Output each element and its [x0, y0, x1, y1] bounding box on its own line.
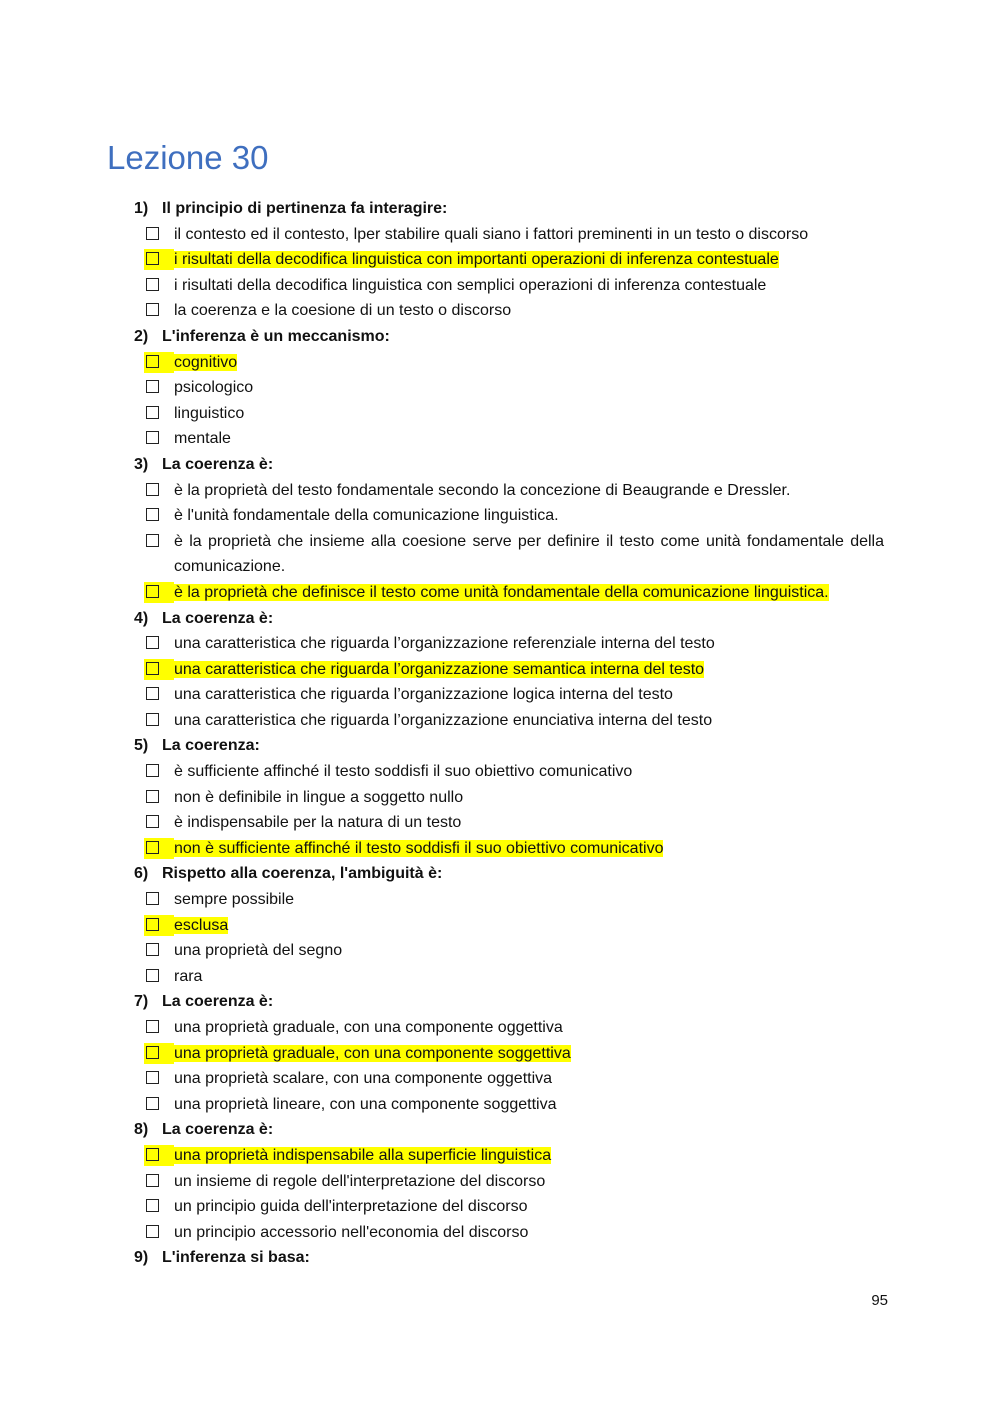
- question-heading: [0, 989, 1000, 1015]
- option-text: una proprietà scalare, con una componente oggettiva: [174, 1070, 553, 1088]
- option-text-block: [144, 1143, 1000, 1169]
- option-text-block: [144, 708, 1000, 734]
- answer-option[interactable]: [0, 887, 1000, 913]
- question-heading: [0, 861, 1000, 887]
- question-heading: [0, 196, 1000, 222]
- question-number: 2): [134, 327, 149, 345]
- option-text-block: [144, 1194, 1000, 1220]
- question: [0, 1117, 1000, 1245]
- option-text-block: [144, 938, 1000, 964]
- option-text: esclusa: [174, 916, 229, 934]
- option-text: i risultati della decodifica linguistica con semplici operazioni di inferenza contestuale: [174, 276, 767, 294]
- answer-option[interactable]: [0, 938, 1000, 964]
- option-text: la coerenza e la coesione di un testo o discorso: [174, 302, 512, 320]
- question-text: La coerenza è:: [162, 993, 274, 1011]
- option-text: è la proprietà che insieme alla coesione serve per definire il testo come unità fondamentale della comunicazione.: [174, 532, 884, 576]
- option-text: una caratteristica che riguarda l’organizzazione semantica interna del testo: [174, 660, 705, 678]
- option-text: psicologico: [174, 379, 254, 397]
- question-text: La coerenza è:: [162, 1121, 274, 1139]
- option-text: una caratteristica che riguarda l’organizzazione logica interna del testo: [174, 686, 673, 704]
- answer-option[interactable]: [0, 273, 1000, 299]
- option-text: una proprietà graduale, con una componente oggettiva: [174, 1019, 563, 1036]
- answer-option[interactable]: [0, 298, 1000, 324]
- option-text-block: [144, 529, 1000, 580]
- answer-option-highlighted[interactable]: [0, 350, 1000, 376]
- answer-option[interactable]: [0, 478, 1000, 504]
- answer-option[interactable]: [0, 759, 1000, 785]
- answer-option-highlighted[interactable]: [0, 580, 1000, 606]
- answer-option[interactable]: [0, 222, 1000, 248]
- question-text: Il principio di pertinenza fa interagire:: [162, 200, 448, 217]
- option-text: è sufficiente affinché il testo soddisfi il suo obiettivo comunicativo: [174, 763, 633, 781]
- option-text: cognitivo: [174, 353, 238, 371]
- option-text: una proprietà del segno: [174, 942, 343, 960]
- option-text: una proprietà indispensabile alla superficie linguistica: [174, 1146, 552, 1164]
- answer-option[interactable]: [0, 529, 1000, 580]
- option-text: sempre possibile: [174, 891, 295, 909]
- question-text: La coerenza è:: [162, 455, 274, 473]
- question: [0, 324, 1000, 452]
- option-text: una caratteristica che riguarda l’organizzazione referenziale interna del testo: [174, 635, 715, 653]
- option-text: un principio guida dell'interpretazione del discorso: [174, 1198, 528, 1216]
- option-text: una proprietà graduale, con una componente soggettiva: [174, 1044, 571, 1062]
- question-number: 8): [134, 1121, 149, 1139]
- option-text-block: [144, 785, 1000, 811]
- answer-option[interactable]: [0, 1015, 1000, 1041]
- question-list: [0, 196, 1000, 1271]
- option-text: il contesto ed il contesto, lper stabilire quali siano i fattori preminenti in un testo o discorso: [174, 225, 809, 243]
- page-title: Lezione 30: [107, 139, 269, 176]
- option-text-block: [144, 964, 1000, 990]
- option-text-block: [144, 1041, 1000, 1067]
- answer-option[interactable]: [0, 631, 1000, 657]
- option-text-block: [144, 350, 1000, 376]
- option-text-block: [144, 401, 1000, 427]
- question: [0, 1245, 1000, 1271]
- answer-option-highlighted[interactable]: [0, 657, 1000, 683]
- answer-option[interactable]: [0, 785, 1000, 811]
- question-heading: [0, 733, 1000, 759]
- question-text: L'inferenza si basa:: [162, 1249, 310, 1267]
- option-text-block: [144, 657, 1000, 683]
- option-text-block: [144, 426, 1000, 452]
- answer-option[interactable]: [0, 401, 1000, 427]
- question: [0, 989, 1000, 1117]
- question-heading: [0, 452, 1000, 478]
- answer-option[interactable]: [0, 1066, 1000, 1092]
- option-text-block: [144, 631, 1000, 657]
- question-text: Rispetto alla coerenza, l'ambiguità è:: [162, 865, 443, 883]
- question-heading: [0, 324, 1000, 350]
- answer-option-highlighted[interactable]: [0, 913, 1000, 939]
- option-text: una caratteristica che riguarda l’organizzazione enunciativa interna del testo: [174, 711, 713, 729]
- option-text: rara: [174, 967, 203, 985]
- answer-option[interactable]: [0, 375, 1000, 401]
- answer-option-highlighted[interactable]: [0, 1143, 1000, 1169]
- option-text-block: [144, 298, 1000, 324]
- option-text-block: [144, 222, 1000, 248]
- option-text-block: [144, 1092, 1000, 1118]
- question: [0, 733, 1000, 861]
- answer-option[interactable]: [0, 503, 1000, 529]
- option-text: un insieme di regole dell'interpretazione del discorso: [174, 1172, 546, 1190]
- question-text: La coerenza:: [162, 737, 260, 755]
- option-text-block: [144, 273, 1000, 299]
- question-number: 1): [134, 200, 149, 217]
- option-text-block: [144, 1169, 1000, 1195]
- answer-option-highlighted[interactable]: [0, 247, 1000, 273]
- question: [0, 196, 1000, 324]
- option-text: linguistico: [174, 404, 245, 422]
- answer-option[interactable]: [0, 810, 1000, 836]
- question: [0, 452, 1000, 606]
- question-text: L'inferenza è un meccanismo:: [162, 327, 390, 345]
- question-heading: [0, 606, 1000, 632]
- question-number: 5): [134, 737, 149, 755]
- answer-option-highlighted[interactable]: [0, 836, 1000, 862]
- option-text-block: [144, 478, 1000, 504]
- answer-option[interactable]: [0, 1092, 1000, 1118]
- answer-option-highlighted[interactable]: [0, 1041, 1000, 1067]
- answer-option[interactable]: [0, 1220, 1000, 1246]
- option-text-block: [144, 759, 1000, 785]
- option-text: una proprietà lineare, con una componente soggettiva: [174, 1095, 557, 1113]
- answer-option[interactable]: [0, 1169, 1000, 1195]
- question: [0, 606, 1000, 734]
- page-number: 95: [871, 1292, 888, 1309]
- question-heading: [0, 1245, 1000, 1271]
- option-text-block: [144, 1015, 1000, 1041]
- question-number: 6): [134, 865, 149, 883]
- question-number: 4): [134, 609, 149, 627]
- question-number: 3): [134, 455, 149, 473]
- answer-option[interactable]: [0, 426, 1000, 452]
- option-text: è la proprietà che definisce il testo come unità fondamentale della comunicazione linguistica.: [174, 583, 829, 601]
- option-text: mentale: [174, 430, 231, 448]
- option-text: non è definibile in lingue a soggetto nullo: [174, 788, 464, 806]
- option-text-block: [144, 1066, 1000, 1092]
- answer-option[interactable]: [0, 1194, 1000, 1220]
- answer-option[interactable]: [0, 682, 1000, 708]
- option-text: un principio accessorio nell'economia del discorso: [174, 1223, 529, 1241]
- option-text-block: [144, 503, 1000, 529]
- option-text-block: [144, 887, 1000, 913]
- option-text: è indispensabile per la natura di un testo: [174, 814, 462, 832]
- option-text-block: [144, 913, 1000, 939]
- option-text-block: [144, 682, 1000, 708]
- option-text: è la proprietà del testo fondamentale secondo la concezione di Beaugrande e Dressler.: [174, 481, 791, 499]
- option-text-block: [144, 580, 1000, 606]
- question-number: 9): [134, 1249, 149, 1267]
- question: [0, 861, 1000, 989]
- question-number: 7): [134, 993, 149, 1011]
- question-heading: [0, 1117, 1000, 1143]
- option-text: è l'unità fondamentale della comunicazione linguistica.: [174, 507, 559, 525]
- option-text-block: [144, 1220, 1000, 1246]
- option-text: i risultati della decodifica linguistica con importanti operazioni di inferenza contestuale: [174, 251, 779, 269]
- question-text: La coerenza è:: [162, 609, 274, 627]
- option-text: non è sufficiente affinché il testo soddisfi il suo obiettivo comunicativo: [174, 839, 664, 857]
- option-text-block: [144, 247, 1000, 273]
- answer-option[interactable]: [0, 708, 1000, 734]
- option-text-block: [144, 810, 1000, 836]
- option-text-block: [144, 375, 1000, 401]
- option-text-block: [144, 836, 1000, 862]
- answer-option[interactable]: [0, 964, 1000, 990]
